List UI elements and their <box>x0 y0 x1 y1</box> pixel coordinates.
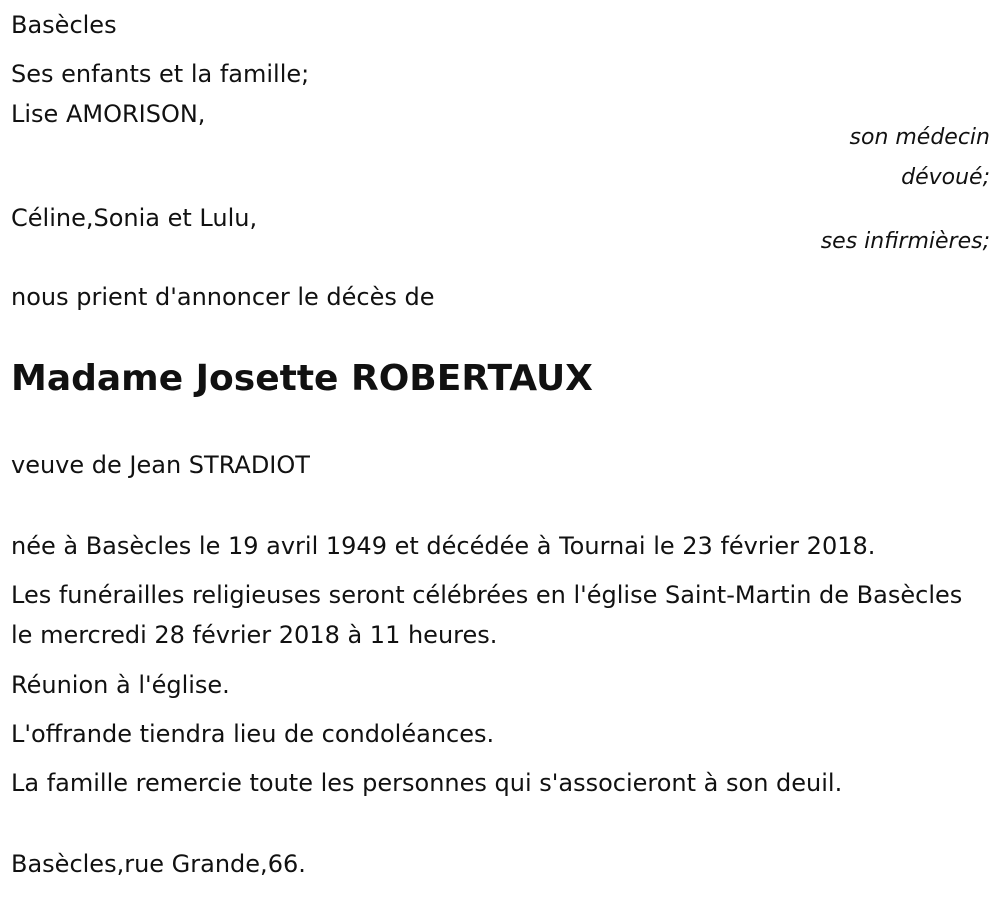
mourners-doctor-role-cont: dévoué; <box>901 165 990 190</box>
announcement-intro: nous prient d'annoncer le décès de <box>11 283 435 311</box>
header-place: Basècles <box>11 11 117 39</box>
birth-death-line: née à Basècles le 19 avril 1949 et décédée à Tournai le 23 février 2018. <box>11 532 876 560</box>
mourners-family: Ses enfants et la famille; <box>11 60 310 88</box>
mourners-nurses-names: Céline,Sonia et Lulu, <box>11 204 258 232</box>
deceased-name: Madame Josette ROBERTAUX <box>11 358 593 399</box>
mourners-doctor-name: Lise AMORISON, <box>11 100 206 128</box>
footer-address: Basècles,rue Grande,66. <box>11 850 306 878</box>
offering-line: L'offrande tiendra lieu de condoléances. <box>11 720 495 748</box>
funeral-details: Les funérailles religieuses seront célébrées en l'église Saint-Martin de Basècles le mercredi 28 février 2018 à 11 heures. <box>11 581 963 649</box>
meeting-line: Réunion à l'église. <box>11 671 230 699</box>
mourners-doctor-role: son médecin <box>849 125 990 150</box>
thanks-line: La famille remercie toute les personnes qui s'associeront à son deuil. <box>11 769 843 797</box>
spouse-line: veuve de Jean STRADIOT <box>11 451 310 479</box>
mourners-nurses-role: ses infirmières; <box>820 229 990 254</box>
